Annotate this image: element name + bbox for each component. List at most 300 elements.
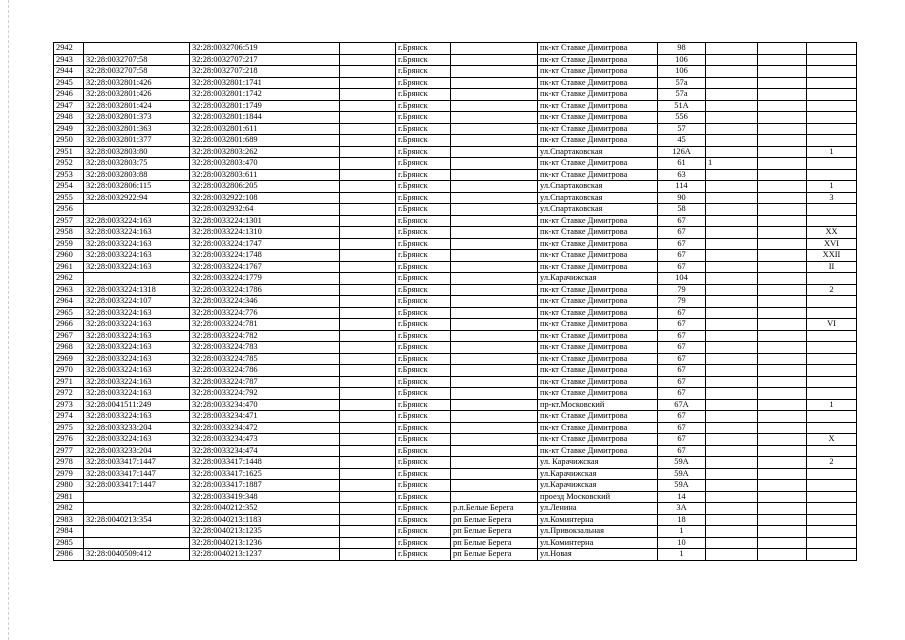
previous-cadastral-number-cell: 32:28:0033417:1447	[84, 457, 190, 469]
city-cell: г.Брянск	[396, 284, 451, 296]
house-number-cell: 58	[658, 204, 706, 216]
settlement-cell	[451, 353, 538, 365]
premises-number-cell	[807, 353, 857, 365]
extra-mark-cell	[706, 353, 758, 365]
city-cell: г.Брянск	[396, 445, 451, 457]
previous-cadastral-number-cell: 32:28:0033233:204	[84, 445, 190, 457]
table-row	[54, 284, 857, 296]
cadastral-number-cell: 32:28:0040213:1183	[190, 514, 340, 526]
settlement-cell	[451, 457, 538, 469]
settlement-cell	[451, 54, 538, 66]
house-number-cell: 59А	[658, 457, 706, 469]
row-number-cell: 2969	[54, 353, 84, 365]
empty-cell	[758, 307, 807, 319]
row-number-cell: 2967	[54, 330, 84, 342]
city-cell: г.Брянск	[396, 273, 451, 285]
extra-mark-cell	[706, 526, 758, 538]
cadastral-number-cell: 32:28:0032707:217	[190, 54, 340, 66]
cadastral-number-cell: 32:28:0032801:611	[190, 123, 340, 135]
house-number-cell: 556	[658, 112, 706, 124]
premises-number-cell	[807, 422, 857, 434]
previous-cadastral-number-cell: 32:28:0032803:88	[84, 169, 190, 181]
premises-number-cell	[807, 549, 857, 561]
empty-cell	[758, 376, 807, 388]
table-row	[54, 204, 857, 216]
table-row	[54, 227, 857, 239]
street-cell: пк-кт Ставке Димитрова	[538, 238, 658, 250]
extra-mark-cell	[706, 399, 758, 411]
street-cell: пр-кт.Московский	[538, 399, 658, 411]
settlement-cell	[451, 411, 538, 423]
extra-mark-cell	[706, 296, 758, 308]
empty-cell	[340, 215, 396, 227]
premises-number-cell	[807, 411, 857, 423]
settlement-cell	[451, 238, 538, 250]
settlement-cell	[451, 227, 538, 239]
house-number-cell: 63	[658, 169, 706, 181]
cadastral-number-cell: 32:28:0032801:1844	[190, 112, 340, 124]
table-row	[54, 123, 857, 135]
cadastral-number-cell: 32:28:0032801:689	[190, 135, 340, 147]
previous-cadastral-number-cell: 32:28:0032801:363	[84, 123, 190, 135]
table-row	[54, 146, 857, 158]
cadastral-number-cell: 32:28:0033234:470	[190, 399, 340, 411]
street-cell: пк-кт Ставке Димитрова	[538, 342, 658, 354]
empty-cell	[340, 227, 396, 239]
row-number-cell: 2950	[54, 135, 84, 147]
house-number-cell: 67	[658, 261, 706, 273]
city-cell: г.Брянск	[396, 503, 451, 515]
empty-cell	[758, 330, 807, 342]
previous-cadastral-number-cell: 32:28:0033224:1318	[84, 284, 190, 296]
city-cell: г.Брянск	[396, 480, 451, 492]
empty-cell	[340, 376, 396, 388]
table-row	[54, 480, 857, 492]
empty-cell	[758, 284, 807, 296]
row-number-cell: 2982	[54, 503, 84, 515]
cadastral-number-cell: 32:28:0033224:1786	[190, 284, 340, 296]
city-cell: г.Брянск	[396, 250, 451, 262]
table-row	[54, 411, 857, 423]
row-number-cell: 2984	[54, 526, 84, 538]
house-number-cell: 67	[658, 250, 706, 262]
table-row	[54, 261, 857, 273]
empty-cell	[340, 491, 396, 503]
register-table-body	[54, 43, 857, 561]
table-row	[54, 169, 857, 181]
settlement-cell: рп Белые Берега	[451, 526, 538, 538]
premises-number-cell	[807, 77, 857, 89]
premises-number-cell: 1	[807, 181, 857, 193]
cadastral-number-cell: 32:28:0033224:776	[190, 307, 340, 319]
row-number-cell: 2965	[54, 307, 84, 319]
settlement-cell	[451, 376, 538, 388]
extra-mark-cell	[706, 307, 758, 319]
city-cell: г.Брянск	[396, 365, 451, 377]
table-row	[54, 273, 857, 285]
cadastral-number-cell: 32:28:0032922:108	[190, 192, 340, 204]
cadastral-number-cell: 32:28:0033417:1887	[190, 480, 340, 492]
street-cell: пк-кт Ставке Димитрова	[538, 319, 658, 331]
extra-mark-cell	[706, 376, 758, 388]
extra-mark-cell	[706, 204, 758, 216]
street-cell: ул.Коминтерна	[538, 537, 658, 549]
settlement-cell	[451, 365, 538, 377]
table-row	[54, 181, 857, 193]
extra-mark-cell	[706, 480, 758, 492]
street-cell: пк-кт Ставке Димитрова	[538, 307, 658, 319]
house-number-cell: 67	[658, 307, 706, 319]
empty-cell	[758, 549, 807, 561]
row-number-cell: 2955	[54, 192, 84, 204]
settlement-cell	[451, 89, 538, 101]
previous-cadastral-number-cell: 32:28:0033224:163	[84, 307, 190, 319]
street-cell: ул.Ленина	[538, 503, 658, 515]
street-cell: пк-кт Ставке Димитрова	[538, 445, 658, 457]
previous-cadastral-number-cell: 32:28:0032803:75	[84, 158, 190, 170]
cadastral-number-cell: 32:28:0032803:470	[190, 158, 340, 170]
city-cell: г.Брянск	[396, 330, 451, 342]
house-number-cell: 18	[658, 514, 706, 526]
table-row	[54, 54, 857, 66]
previous-cadastral-number-cell: 32:28:0033224:163	[84, 238, 190, 250]
empty-cell	[758, 353, 807, 365]
previous-cadastral-number-cell: 32:28:0033224:163	[84, 319, 190, 331]
empty-cell	[758, 388, 807, 400]
extra-mark-cell	[706, 112, 758, 124]
house-number-cell: 104	[658, 273, 706, 285]
house-number-cell: 67	[658, 319, 706, 331]
settlement-cell	[451, 273, 538, 285]
settlement-cell	[451, 319, 538, 331]
city-cell: г.Брянск	[396, 192, 451, 204]
city-cell: г.Брянск	[396, 411, 451, 423]
city-cell: г.Брянск	[396, 215, 451, 227]
settlement-cell	[451, 468, 538, 480]
city-cell: г.Брянск	[396, 89, 451, 101]
empty-cell	[758, 261, 807, 273]
cadastral-number-cell: 32:28:0033224:782	[190, 330, 340, 342]
empty-cell	[758, 158, 807, 170]
previous-cadastral-number-cell: 32:28:0033224:163	[84, 353, 190, 365]
street-cell: пк-кт Ставке Димитрова	[538, 353, 658, 365]
street-cell: пк-кт Ставке Димитрова	[538, 89, 658, 101]
empty-cell	[340, 365, 396, 377]
house-number-cell: 126А	[658, 146, 706, 158]
previous-cadastral-number-cell: 32:28:0040213:354	[84, 514, 190, 526]
settlement-cell: рп Белые Берега	[451, 537, 538, 549]
city-cell: г.Брянск	[396, 491, 451, 503]
settlement-cell	[451, 169, 538, 181]
table-row	[54, 376, 857, 388]
premises-number-cell	[807, 158, 857, 170]
table-row	[54, 468, 857, 480]
cadastral-number-cell: 32:28:0033224:785	[190, 353, 340, 365]
premises-number-cell: X	[807, 434, 857, 446]
previous-cadastral-number-cell: 32:28:0032801:377	[84, 135, 190, 147]
row-number-cell: 2962	[54, 273, 84, 285]
city-cell: г.Брянск	[396, 296, 451, 308]
row-number-cell: 2980	[54, 480, 84, 492]
street-cell: пк-кт Ставке Димитрова	[538, 330, 658, 342]
empty-cell	[340, 77, 396, 89]
cadastral-number-cell: 32:28:0033417:1448	[190, 457, 340, 469]
empty-cell	[340, 549, 396, 561]
house-number-cell: 79	[658, 296, 706, 308]
city-cell: г.Брянск	[396, 376, 451, 388]
extra-mark-cell	[706, 468, 758, 480]
empty-cell	[340, 43, 396, 55]
settlement-cell	[451, 330, 538, 342]
extra-mark-cell	[706, 342, 758, 354]
previous-cadastral-number-cell	[84, 273, 190, 285]
premises-number-cell: II	[807, 261, 857, 273]
table-row	[54, 503, 857, 515]
row-number-cell: 2976	[54, 434, 84, 446]
empty-cell	[758, 54, 807, 66]
row-number-cell: 2961	[54, 261, 84, 273]
table-row	[54, 399, 857, 411]
row-number-cell: 2953	[54, 169, 84, 181]
empty-cell	[758, 537, 807, 549]
extra-mark-cell	[706, 238, 758, 250]
previous-cadastral-number-cell: 32:28:0033417:1447	[84, 468, 190, 480]
table-row	[54, 457, 857, 469]
premises-number-cell	[807, 342, 857, 354]
previous-cadastral-number-cell	[84, 491, 190, 503]
settlement-cell: рп Белые Берега	[451, 514, 538, 526]
row-number-cell: 2971	[54, 376, 84, 388]
premises-number-cell: XX	[807, 227, 857, 239]
settlement-cell	[451, 250, 538, 262]
settlement-cell	[451, 342, 538, 354]
settlement-cell	[451, 135, 538, 147]
empty-cell	[758, 181, 807, 193]
premises-number-cell	[807, 296, 857, 308]
settlement-cell	[451, 491, 538, 503]
previous-cadastral-number-cell: 32:28:0032801:373	[84, 112, 190, 124]
house-number-cell: 90	[658, 192, 706, 204]
table-row	[54, 66, 857, 78]
house-number-cell: 67	[658, 353, 706, 365]
table-row	[54, 215, 857, 227]
premises-number-cell	[807, 445, 857, 457]
settlement-cell	[451, 422, 538, 434]
cadastral-number-cell: 32:28:0033224:346	[190, 296, 340, 308]
empty-cell	[758, 123, 807, 135]
previous-cadastral-number-cell: 32:28:0033224:163	[84, 376, 190, 388]
empty-cell	[340, 296, 396, 308]
extra-mark-cell	[706, 146, 758, 158]
premises-number-cell: 1	[807, 399, 857, 411]
row-number-cell: 2947	[54, 100, 84, 112]
previous-cadastral-number-cell: 32:28:0032922:94	[84, 192, 190, 204]
cadastral-number-cell: 32:28:0033224:1310	[190, 227, 340, 239]
extra-mark-cell	[706, 365, 758, 377]
street-cell: ул.Привокзальная	[538, 526, 658, 538]
extra-mark-cell	[706, 457, 758, 469]
street-cell: ул.Новая	[538, 549, 658, 561]
house-number-cell: 67	[658, 445, 706, 457]
cadastral-number-cell: 32:28:0033224:1779	[190, 273, 340, 285]
cadastral-number-cell: 32:28:0032803:262	[190, 146, 340, 158]
empty-cell	[340, 146, 396, 158]
street-cell: ул.Карачижская	[538, 480, 658, 492]
cadastral-number-cell: 32:28:0032806:205	[190, 181, 340, 193]
house-number-cell: 1	[658, 549, 706, 561]
empty-cell	[758, 250, 807, 262]
house-number-cell: 98	[658, 43, 706, 55]
settlement-cell	[451, 296, 538, 308]
row-number-cell: 2979	[54, 468, 84, 480]
empty-cell	[758, 399, 807, 411]
settlement-cell	[451, 284, 538, 296]
street-cell: ул.Карачижская	[538, 468, 658, 480]
street-cell: ул.Спартаковская	[538, 192, 658, 204]
empty-cell	[340, 273, 396, 285]
table-row	[54, 514, 857, 526]
empty-cell	[340, 66, 396, 78]
empty-cell	[340, 434, 396, 446]
empty-cell	[340, 445, 396, 457]
city-cell: г.Брянск	[396, 549, 451, 561]
extra-mark-cell	[706, 135, 758, 147]
city-cell: г.Брянск	[396, 112, 451, 124]
premises-number-cell: 3	[807, 192, 857, 204]
empty-cell	[340, 181, 396, 193]
city-cell: г.Брянск	[396, 399, 451, 411]
empty-cell	[340, 503, 396, 515]
street-cell: ул.Карачижская	[538, 273, 658, 285]
street-cell: ул.Спартаковская	[538, 204, 658, 216]
row-number-cell: 2966	[54, 319, 84, 331]
previous-cadastral-number-cell	[84, 503, 190, 515]
street-cell: ул. Карачижская	[538, 457, 658, 469]
city-cell: г.Брянск	[396, 388, 451, 400]
extra-mark-cell	[706, 100, 758, 112]
previous-cadastral-number-cell	[84, 43, 190, 55]
extra-mark-cell	[706, 123, 758, 135]
cadastral-number-cell: 32:28:0033224:783	[190, 342, 340, 354]
empty-cell	[758, 491, 807, 503]
house-number-cell: 106	[658, 66, 706, 78]
previous-cadastral-number-cell	[84, 537, 190, 549]
extra-mark-cell	[706, 434, 758, 446]
extra-mark-cell	[706, 169, 758, 181]
row-number-cell: 2946	[54, 89, 84, 101]
empty-cell	[758, 100, 807, 112]
empty-cell	[340, 342, 396, 354]
empty-cell	[758, 77, 807, 89]
house-number-cell: 10	[658, 537, 706, 549]
row-number-cell: 2960	[54, 250, 84, 262]
row-number-cell: 2963	[54, 284, 84, 296]
city-cell: г.Брянск	[396, 158, 451, 170]
empty-cell	[758, 422, 807, 434]
empty-cell	[340, 204, 396, 216]
house-number-cell: 67	[658, 411, 706, 423]
city-cell: г.Брянск	[396, 43, 451, 55]
empty-cell	[340, 100, 396, 112]
table-row	[54, 388, 857, 400]
extra-mark-cell: 1	[706, 158, 758, 170]
city-cell: г.Брянск	[396, 181, 451, 193]
street-cell: пк-кт Ставке Димитрова	[538, 388, 658, 400]
premises-number-cell	[807, 307, 857, 319]
city-cell: г.Брянск	[396, 261, 451, 273]
row-number-cell: 2964	[54, 296, 84, 308]
premises-number-cell	[807, 43, 857, 55]
previous-cadastral-number-cell: 32:28:0033417:1447	[84, 480, 190, 492]
row-number-cell: 2942	[54, 43, 84, 55]
table-row	[54, 77, 857, 89]
cadastral-number-cell: 32:28:0033224:1748	[190, 250, 340, 262]
city-cell: г.Брянск	[396, 526, 451, 538]
previous-cadastral-number-cell	[84, 204, 190, 216]
street-cell: пк-кт Ставке Димитрова	[538, 135, 658, 147]
settlement-cell	[451, 215, 538, 227]
premises-number-cell	[807, 503, 857, 515]
settlement-cell	[451, 158, 538, 170]
table-row	[54, 319, 857, 331]
settlement-cell	[451, 123, 538, 135]
table-row	[54, 330, 857, 342]
empty-cell	[758, 503, 807, 515]
previous-cadastral-number-cell: 32:28:0033224:163	[84, 215, 190, 227]
premises-number-cell	[807, 123, 857, 135]
empty-cell	[340, 135, 396, 147]
empty-cell	[340, 353, 396, 365]
cadastral-number-cell: 32:28:0033224:786	[190, 365, 340, 377]
city-cell: г.Брянск	[396, 169, 451, 181]
settlement-cell	[451, 66, 538, 78]
street-cell: пк-кт Ставке Димитрова	[538, 215, 658, 227]
empty-cell	[758, 146, 807, 158]
premises-number-cell: 2	[807, 457, 857, 469]
house-number-cell: 51А	[658, 100, 706, 112]
empty-cell	[758, 112, 807, 124]
settlement-cell	[451, 100, 538, 112]
empty-cell	[340, 457, 396, 469]
empty-cell	[758, 43, 807, 55]
binding-fold-line	[8, 0, 9, 640]
empty-cell	[758, 319, 807, 331]
empty-cell	[758, 480, 807, 492]
house-number-cell: 67	[658, 227, 706, 239]
street-cell: пк-кт Ставке Димитрова	[538, 227, 658, 239]
settlement-cell	[451, 181, 538, 193]
settlement-cell	[451, 77, 538, 89]
table-row	[54, 537, 857, 549]
empty-cell	[758, 169, 807, 181]
premises-number-cell	[807, 100, 857, 112]
house-number-cell: 106	[658, 54, 706, 66]
row-number-cell: 2956	[54, 204, 84, 216]
extra-mark-cell	[706, 43, 758, 55]
cadastral-number-cell: 32:28:0033234:472	[190, 422, 340, 434]
premises-number-cell	[807, 135, 857, 147]
city-cell: г.Брянск	[396, 434, 451, 446]
previous-cadastral-number-cell: 32:28:0040509:412	[84, 549, 190, 561]
city-cell: г.Брянск	[396, 342, 451, 354]
premises-number-cell	[807, 480, 857, 492]
settlement-cell	[451, 261, 538, 273]
previous-cadastral-number-cell	[84, 526, 190, 538]
register-table	[53, 42, 857, 561]
house-number-cell: 67А	[658, 399, 706, 411]
settlement-cell	[451, 388, 538, 400]
house-number-cell: 59А	[658, 480, 706, 492]
